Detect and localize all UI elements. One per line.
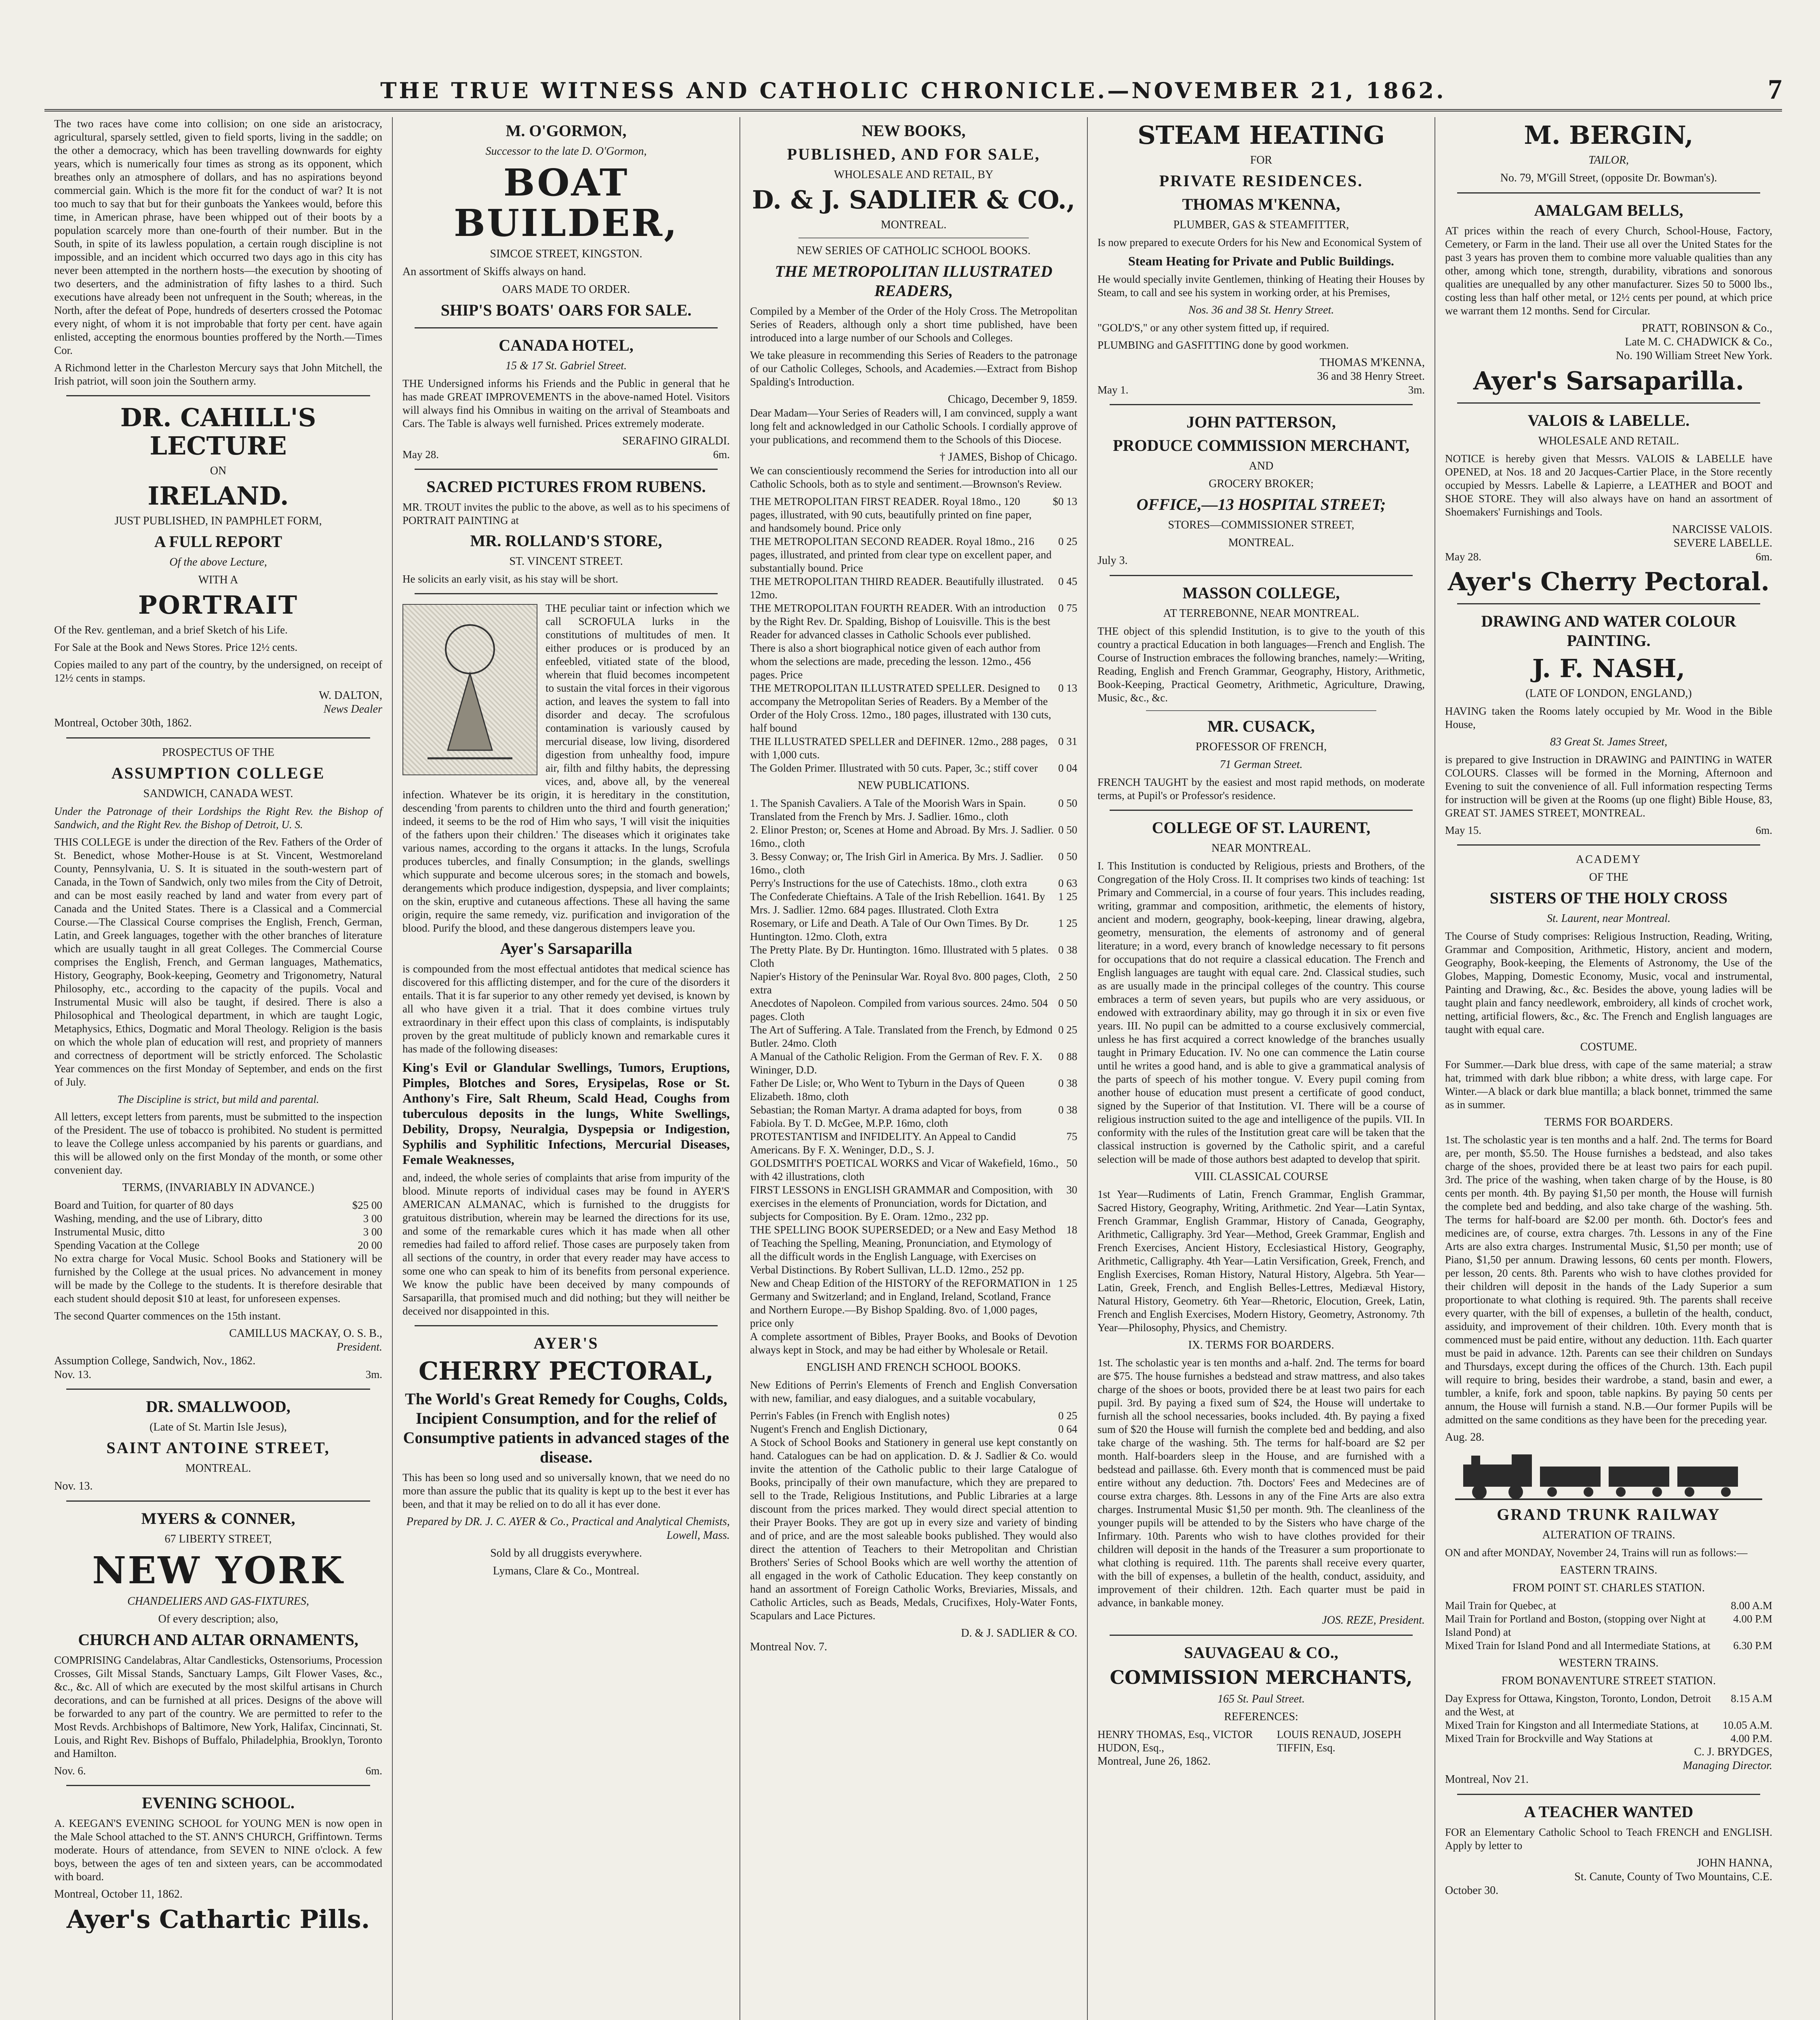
smallwood-street: SAINT ANTOINE STREET,: [106, 1439, 330, 1457]
gtr-notice: ON and after MONDAY, November 24, Trains will run as follows:—: [1445, 1547, 1748, 1559]
readers-quote-2: Dear Madam—Your Series of Readers will, I am convinced, supply a want long felt and acknowledged in our Catholic Schools. I cordially approve of your publications, and recommend them to the Schools of this Diocese.: [750, 407, 1077, 446]
divider: [1110, 1635, 1413, 1636]
divider: [66, 1389, 370, 1390]
bergin-name: M. BERGIN,: [1524, 120, 1694, 150]
western-trains: [1445, 1692, 1772, 1745]
publication-row: Napier's History of the Peninsular War. Royal 8vo. 800 pages, Cloth, extra 2 50: [750, 970, 1077, 996]
column-2: [392, 117, 739, 2020]
assumption-title: ASSUMPTION COLLEGE: [111, 764, 325, 782]
gtr-western-from: FROM BONAVENTURE STREET STATION.: [1501, 1675, 1716, 1687]
allegorical-engraving: [402, 604, 537, 775]
mckenna-golds: "GOLD'S," or any other system fitted up, if required.: [1097, 322, 1329, 334]
masson-body: THE object of this splendid Institution, is to give to the youth of this country a practical Education in both languages—French and English. The Course of Instruction embraces the following branches, namely:—Writing, Reading, English and French Grammar, Geography, History, Arithmetic, Book-Keeping, Practical Geometry, Arithmetic, Agriculture, Drawing, Music, &c., &c.: [1097, 625, 1425, 704]
divider: [1457, 1794, 1760, 1795]
rubens-body: MR. TROUT invites the public to the above, as well as to his specimens of PORTRAIT PAINTING at: [402, 501, 730, 526]
cahill-with: WITH A: [198, 574, 238, 586]
boarders-body: 1st. The scholastic year is ten months and a half. 2nd. The terms for Board are, per month, $5.50. The House furnishes a bedstead, and also takes charge of the shoes, provided there be at least two pairs for each pupil. 3rd. The price of the washing, when taken charge of by the House, is 80 cents per month. 4th. By paying $1,50 per month, the House will furnish the complete bed and bedding, and also take charge of the washing. 5th. The terms for half-board are $2.00 per month. 6th. Doctor's fees and medicines are, of course, extra charges. 7th. Lessons in any of the Fine Arts are also extra charges. Instrumental Music, $1,50 per month; use of Piano, $1,50 per annum. Drawing lessons, 60 cents per month. Flowers, per lesson, 20 cents. 8th. Parents who wish to have clothes provided for their children will deposit in the hands of the Lady Superior a sum proportionate to what clothing is required. 9th. The parents shall receive every quarter, with the bill of expenses, a bulletin of the health, conduct, assiduity, and improvement of their children. 10th. Every month that is commenced must be paid entire, without any deduction. 11th. Each quarter must be paid in advance. 12th. Parents can see their children on Sundays and Thursdays, except during the offices of the Church. 13th. Each pupil will require to bring, besides their wardrobe, a stand, basin and ewer, a tumbler, a knife, fork and spoon, table napkins. By paying 50 cents per annum, the House will furnish a stand. N.B.—Our former Pupils will be admitted on the same conditions as they have been for the preceding year.: [1445, 1134, 1772, 1426]
myers-church: CHURCH AND ALTAR ORNAMENTS,: [78, 1631, 358, 1649]
laurent-terms-body: 1st. The scholastic year is ten months and a-half. 2nd. The terms for board are $75. The house furnishes a bedstead and straw mattress, and also takes charge of the shoes or boots, provided there be at least two pairs for each pupil. 3rd. By paying a fixed sum of $24, the House will undertake to furnish all the school necessaries, books included. 4th. By paying a fixed sum of $20 the House will furnish the complete bed and bedding, and also take charge of the washing. 5th. The terms for half-board are $2 per month. Half-boarders sleep in the House, and are furnished with a bedstead and paillasse. 6th. Every month that is commenced must be paid entire without any deduction. 7th. Doctors' Fees and Medecines are of course extra charges. 8th. Lessons in any of the Fine Arts are also extra charges. Instrumental Music $1,50 per month. 9th. The cleanliness of the younger pupils will be attended to by the Sisters who have charge of the Infirmary. 10th. Parents who wish to have clothes provided for their children will deposit in the hands of the Treasurer a sum proportionate to what clothing is required. 11th. The parents shall receive every quarter, with the bill of expenses, a bulletin of the health, conduct, assiduity, and improvement of their children. 12th. Each quarter must be paid in advance, in bankable money.: [1097, 1357, 1425, 1609]
column-1: [44, 117, 392, 2020]
nash-name: J. F. NASH,: [1532, 654, 1685, 683]
gtr-sign-role: Managing Director.: [1683, 1759, 1772, 1772]
publication-row: The Confederate Chieftains. A Tale of the Irish Rebellion. 1641. By Mrs. J. Sadlier. 12mo. 684 pages. Illustrated. Cloth Extra 1 25: [750, 890, 1077, 916]
sauvageau-trade: COMMISSION MERCHANTS,: [1110, 1666, 1413, 1688]
mckenna-sign: THOMAS M'KENNA,: [1319, 356, 1425, 369]
terms-row: Spending Vacation at the College 20 00: [54, 1239, 382, 1251]
school-book-row: Perrin's Fables (in French with English notes) 0 25: [750, 1410, 1077, 1422]
patterson-and: AND: [1249, 460, 1274, 472]
sauvageau-references: HENRY THOMAS, Esq., VICTOR HUDON, Esq., LOUIS RENAUD, JOSEPH TIFFIN, Esq.: [1097, 1728, 1401, 1754]
terms-row: Instrumental Music, ditto 3 00: [54, 1226, 382, 1238]
nash-title: DRAWING AND WATER COLOUR PAINTING.: [1481, 612, 1736, 650]
valois-sub: WHOLESALE AND RETAIL.: [1538, 435, 1679, 447]
cahill-lecture-title: DR. CAHILL'S LECTURE: [120, 403, 316, 461]
books-date: Montreal Nov. 7.: [750, 1641, 828, 1653]
books-publisher: D. & J. SADLIER & CO.,: [752, 185, 1076, 215]
nash-body-2: is prepared to give Instruction in DRAWING and PAINTING in WATER COLOURS. Classes will be formed in the Morning, Afternoon and Evening to suit the convenience of all. Full information respecting Terms for instruction will be given at the Rooms (up one flight) Bible House, 83, GREAT ST. JAMES STREET, MONTREAL.: [1445, 753, 1772, 819]
scrofula-body: THE peculiar taint or infection which we call SCROFULA lurks in the constitutions of multitudes of men. It either produces or is produced by an enfeebled, vitiated state of the blood, wherein that fluid becomes incompetent to sustain the vital forces in their vigorous action, and leaves the system to fall into disorder and decay. The scrofulous contamination is variously caused by mercurial disease, low living, disordered digestion from unhealthy food, impure air, filth and filthy habits, the depressing vices, and, above all, by the venereal infection. Whatever be its origin, it is hereditary in the constitution, descending 'from parents to children unto the third and fourth generation;' indeed, it seems to be the rod of Him who says, 'I will visit the iniquities of the fathers upon their children.' The diseases which it originates take various names, according to the organs it attacks. In the lungs, Scrofula produces tubercles, and finally Consumption; in the glands, swellings which suppurate and become ulcerous sores; in the stomach and bowels, derangements which produce indigestion, dyspepsia, and liver complaints; on the skin, eruptive and cutaneous affections. These all having the same origin, require the same remedy, viz. purification and invigoration of the blood. Purify the blood, and these dangerous distempers leave you.: [402, 602, 730, 934]
readers-quote-1-date: Chicago, December 9, 1859.: [948, 393, 1077, 406]
divider: [1457, 192, 1760, 194]
terms-notes: No extra charge for Vocal Music. School Books and Stationery will be furnished by the College at the usual prices. No advancement in money will be made by the College to the students. It is therefore desirable that each student should deposit $10 at least, for unforeseen expenses.: [54, 1252, 382, 1305]
cahill-portrait: PORTRAIT: [138, 590, 298, 620]
train-row: Mixed Train for Brockville and Way Stations at 4.00 P.M.: [1445, 1732, 1772, 1744]
divider: [1110, 404, 1413, 405]
holycross-of: OF THE: [1589, 871, 1628, 884]
valois-sign: NARCISSE VALOIS.: [1672, 523, 1772, 536]
laurent-classical: VIII. CLASSICAL COURSE: [1194, 1170, 1328, 1183]
publication-row: A Manual of the Catholic Religion. From the German of Rev. F. X. Wininger, D.D. 0 88: [750, 1050, 1077, 1076]
sarsaparilla-diseases: King's Evil or Glandular Swellings, Tumors, Eruptions, Pimples, Blotches and Sores, Erysipelas, Rose or St. Anthony's Fire, Salt Rheum, Scald Head, Coughs from tuberculous deposits in the lungs, White Swellings, Debility, Dropsy, Neuralgia, Dyspepsia or Indigestion, Syphilis and Syphilitic Infections, Mercurial Diseases, Female Weaknesses,: [402, 1060, 730, 1167]
cahill-copies: Copies mailed to any part of the country, by the undersigned, on receipt of 12½ cents in stamps.: [54, 659, 382, 684]
valois-body: NOTICE is hereby given that Messrs. VALOIS & LABELLE have OPENED, at Nos. 18 and 20 Jacques-Cartier Place, in the Store recently occupied by Messrs. Labelle & Lapierre, a LEATHER and BOOT and SHOE STORE. They will also always have on hand an assortment of Shoemakers' Furnishings and Tools.: [1445, 452, 1772, 518]
pectoral-title: CHERRY PECTORAL,: [418, 1356, 714, 1386]
nash-address: 83 Great St. James Street,: [1550, 736, 1668, 748]
valois-dateline: May 28. 6m.: [1445, 551, 1772, 563]
terms-row: Board and Tuition, for quarter of 80 days $25 00: [54, 1199, 382, 1211]
war-article-text: The two races have come into collision; on one side an aristocracy, agricultural, sparsely settled, given to field sports, living in the saddle; on the other a democracy, which has been travelling downwards for eighty years, which is numerically four times as strong as its opponent, which breathes only an atmosphere of dollars, and has no aspirations beyond commercial gain. Which is the more fit for the conduct of war? It is not too much to say that but for their gunboats the Yankees would, before this time, in American phrase, have been whipped out of their boots by a population scarcely more than one-fourth of their number. But in the South, in spite of its lawless population, a certain rough discipline is not impossible, and an incident which occurred two days ago in this city has never been attempted in the northern hosts—the execution by shooting of two deserters, and the administration of fifty lashes to a third. Such executions have already been not unfrequent in the South; whereas, in the North, after the defeat of Pope, hundreds of deserters crossed the Potomac every night, of whom it is not improbable that forty per cent. have again enlisted, accepting the enormous bounties proffered by the North.—Times Cor.: [54, 118, 382, 356]
school-book-row: Nugent's French and English Dictionary, 0 64: [750, 1423, 1077, 1435]
publication-row: Father De Lisle; or, Who Went to Tyburn in the Days of Queen Elizabeth. 18mo, cloth 0 38: [750, 1077, 1077, 1103]
costume-body: For Summer.—Dark blue dress, with cape of the same material; a straw hat, trimmed with dark blue ribbon; a white dress, with large cape. For Winter.—A black or dark blue mantilla; a black bonnet, trimmed the same as in summer.: [1445, 1058, 1772, 1111]
publication-row: The Art of Suffering. A Tale. Translated from the French, by Edmond Butler. 24mo. Cloth 0 25: [750, 1024, 1077, 1049]
books-wholesale: WHOLESALE AND RETAIL, BY: [834, 168, 994, 181]
myers-goods: CHANDELIERS AND GAS-FIXTURES,: [127, 1595, 309, 1608]
ogorman-successor: Successor to the late D. O'Gormon,: [485, 145, 647, 158]
mckenna-plumbing: PLUMBING and GASFITTING done by good workmen.: [1097, 339, 1349, 351]
book-row: THE METROPOLITAN SECOND READER. Royal 18mo., 216 pages, illustrated, and printed from clear type on excellent paper, and substantially bound. Price 0 25: [750, 535, 1077, 574]
mckenna-system: Steam Heating for Private and Public Buildings.: [1128, 254, 1394, 268]
laurent-place: NEAR MONTREAL.: [1211, 842, 1311, 854]
valois-title: VALOIS & LABELLE.: [1527, 411, 1690, 429]
column-4: [1087, 117, 1435, 2020]
divider: [415, 327, 718, 328]
mckenna-address: Nos. 36 and 38 St. Henry Street.: [1188, 304, 1334, 316]
boat-builder-title: BOAT BUILDER,: [453, 161, 679, 245]
assumption-discipline: The Discipline is strict, but mild and parental.: [117, 1093, 319, 1105]
gtr-eastern-from: FROM POINT ST. CHARLES STATION.: [1512, 1582, 1705, 1594]
smallwood-nov: Nov. 13.: [54, 1480, 93, 1492]
assumption-prospectus: PROSPECTUS OF THE: [162, 746, 274, 759]
divider: [1457, 603, 1760, 604]
publication-row: Anecdotes of Napoleon. Compiled from various sources. 24mo. 504 pages. Cloth 0 50: [750, 997, 1077, 1023]
cathartic-pills-heading: Ayer's Cathartic Pills.: [66, 1904, 370, 1934]
bells-sign-3: No. 190 William Street New York.: [1616, 349, 1772, 362]
cahill-of: Of the above Lecture,: [169, 556, 267, 568]
cahill-on: ON: [210, 465, 227, 477]
laurent-courses: 1st Year—Rudiments of Latin, French Grammar, English Grammar, Sacred History, Geography, Writing, Arithmetic. 2nd Year—Latin Syntax, French Grammar, English Grammar, History of Canada, Geography, Arithmetic, Calligraphy. 3rd Year—Method, Greek Grammar, English and French Exercises, Ancient History, Ecclesiastical History, Geography, Arithmetic, Calligraphy. 4th Year—Latin Versification, Greek, French, and English Exercises, Roman History, Natural History, Algebra. 5th Year—Latin, Greek, French, and English Belles-Lettres, Mediæval History, Natural History, Geometry. 6th Year—Rhetoric, Elocution, Greek, Latin, French and English Exercises, Modern History, Geometry, Astronomy. 7th Year—Philosophy, Physics, and Chemistry.: [1097, 1188, 1425, 1334]
sauvageau-date: Montreal, June 26, 1862.: [1097, 1755, 1211, 1768]
mckenna-name: THOMAS M'KENNA,: [1182, 195, 1340, 213]
sarsaparilla-body: is compounded from the most effectual antidotes that medical science has discovered for this afflicting distemper, and for the cure of the disorders it entails. That it is far superior to any other remedy yet devised, is known by all who have given it a trial. That it does combine virtues truly extraordinary in their effect upon this class of complaints, is indisputably proven by the great multitude of publicly known and remarkable cures it has made of the following diseases:: [402, 963, 730, 1055]
holycross-title: SISTERS OF THE HOLY CROSS: [1489, 889, 1728, 907]
train-row: Mail Train for Quebec, at 8.00 A.M: [1445, 1599, 1772, 1612]
cahill-date: Montreal, October 30th, 1862.: [54, 717, 192, 729]
hotel-title: CANADA HOTEL,: [499, 336, 634, 354]
book-row: THE METROPOLITAN FIRST READER. Royal 18mo., 120 pages, illustrated, with 90 cuts, beautifully printed on fine paper, and handsomely bound. Price only $0 13: [750, 495, 1077, 534]
patterson-office: OFFICE,—13 HOSPITAL STREET;: [1136, 495, 1386, 513]
masson-place: AT TERREBONNE, NEAR MONTREAL.: [1163, 607, 1359, 620]
myers-city: NEW YORK: [92, 1549, 344, 1592]
terms-row: Washing, mending, and the use of Library, ditto 3 00: [54, 1212, 382, 1225]
book-row: The Golden Primer. Illustrated with 50 cuts. Paper, 3c.; stiff cover 0 04: [750, 762, 1077, 774]
publication-row: The Pretty Plate. By Dr. Huntington. 16mo. Illustrated with 5 plates. Cloth 0 38: [750, 944, 1077, 969]
terms-title: TERMS, (INVARIABLY IN ADVANCE.): [122, 1181, 314, 1194]
assumption-place: SANDWICH, CANADA WEST.: [143, 787, 293, 800]
divider: [1110, 810, 1413, 811]
assumption-dateline: Nov. 13. 3m.: [54, 1368, 382, 1380]
cusack-name: MR. CUSACK,: [1207, 717, 1315, 735]
ogorman-ship: SHIP'S BOATS' OARS FOR SALE.: [440, 301, 692, 319]
rubens-solicit: He solicits an early visit, as his stay will be short.: [402, 573, 618, 585]
hotel-signer: SERAFINO GIRALDI.: [622, 435, 730, 447]
myers-dateline: Nov. 6. 6m.: [54, 1765, 382, 1777]
readers-title: THE METROPOLITAN ILLUSTRATED READERS,: [775, 262, 1053, 300]
bells-sign-2: Late M. C. CHADWICK & Co.,: [1625, 336, 1772, 348]
assumption-signer-role: President.: [336, 1341, 382, 1353]
locomotive-icon: [1455, 1448, 1762, 1501]
publication-row: 3. Bessy Conway; or, The Irish Girl in America. By Mrs. J. Sadlier. 16mo., cloth 0 50: [750, 850, 1077, 876]
pectoral-prepared: Prepared by DR. J. C. AYER & Co., Practical and Analytical Chemists, Lowell, Mass.: [406, 1515, 730, 1542]
readers-body: Compiled by a Member of the Order of the Holy Cross. The Metropolitan Series of Readers, although only a short time published, have been introduced into a large number of our Schools and Colleges.: [750, 305, 1077, 344]
publication-row: Perry's Instructions for the use of Catechists. 18mo., cloth extra 0 63: [750, 877, 1077, 889]
sarsaparilla-more: and, indeed, the whole series of complaints that arise from impurity of the blood. Minute reports of individual cases may be found in AYER'S AMERICAN ALMANAC, which is furnished to the druggists for gratuitous distribution, wherein may be learned the directions for its use, and some of the remarkable cures which it has made when all other remedies had failed to afford relief. Those cases are purposely taken from all sections of the country, in order that every reader may have access to some one who can speak to him of its benefits from personal experience. We know the public have been deceived by many compounds of Sarsaparilla, that promised much and did nothing; but they will neither be deceived nor disappointed in this.: [402, 1172, 730, 1317]
ayer-sarsaparilla-heading: Ayer's Sarsaparilla.: [1473, 366, 1744, 396]
holycross-academy: ACADEMY: [1576, 853, 1642, 866]
teacher-date: October 30.: [1445, 1884, 1499, 1897]
cahill-published: JUST PUBLISHED, IN PAMPHLET FORM,: [114, 515, 322, 527]
steam-sub: PRIVATE RESIDENCES.: [1159, 172, 1363, 190]
readers-series: NEW SERIES OF CATHOLIC SCHOOL BOOKS.: [796, 244, 1031, 257]
books-stock: A Stock of School Books and Stationery in general use kept constantly on hand. Catalogues can be had on application. D. & J. Sadlier & Co. would invite the attention of the Catholic public to their large Catalogue of Books, principally of their own manufacture, which they are prepared to sell to the Trade, Religious Institutions, and Public Libraries at a large discount from the prices marked. They would direct special attention to their Prayer Books. They are got up in every size and variety of binding and of price, and are the most saleable books published. They would also direct the attention of Teachers to their Metropolitan and Christian Brothers' Series of School Books which are well worthy the attention of all engaged in the work of Catholic Education. They keep constantly on hand an assortment of Foreign Catholic Works, Breviaries, Missals, and Catholic Articles, such as Beads, Medals, Crucifixes, Holy-Water Fonts, Scapulars and Lace Pictures.: [750, 1436, 1077, 1622]
sarsaparilla-title: Ayer's Sarsaparilla: [500, 939, 632, 957]
train-row: Mixed Train for Island Pond and all Intermediate Stations, at 6.30 P.M: [1445, 1639, 1772, 1652]
publication-row: 1. The Spanish Cavaliers. A Tale of the Moorish Wars in Spain. Translated from the French by Mrs. J. Sadlier. 16mo., cloth 0 50: [750, 797, 1077, 823]
divider: [1457, 844, 1760, 846]
publication-row: PROTESTANTISM and INFIDELITY. An Appeal to Candid Americans. By F. X. Weninger, D.D., S. J. 75: [750, 1130, 1077, 1156]
divider: [66, 395, 370, 396]
bergin-address: No. 79, M'Gill Street, (opposite Dr. Bowman's).: [1500, 172, 1717, 184]
new-publications-title: NEW PUBLICATIONS.: [857, 779, 970, 792]
sauvageau-address: 165 St. Paul Street.: [1218, 1693, 1305, 1705]
divider: [66, 1500, 370, 1502]
ogorman-name: M. O'GORMON,: [506, 122, 627, 140]
holycross-place: St. Laurent, near Montreal.: [1547, 912, 1670, 925]
book-row: THE METROPOLITAN FOURTH READER. With an introduction by the Right Rev. Dr. Spalding, Bishop of Louisville. This is the best Reader for advanced classes in Catholic Schools ever published. There is also a short biographical notice given of each author from whom the selections are made, preceding the lesson. 12mo., 456 pages. Price 0 75: [750, 602, 1077, 681]
assumption-rules: All letters, except letters from parents, must be submitted to the inspection of the President. The use of tobacco is prohibited. No student is permitted to leave the College unless accompanied by his parents or guardians, and this will be allowed only on the first Monday of the month, or some other convenient day.: [54, 1111, 382, 1176]
book-list: [750, 495, 1077, 775]
column-5: [1435, 117, 1782, 2020]
smallwood-name: DR. SMALLWOOD,: [146, 1397, 291, 1416]
pectoral-body: This has been so long used and so universally known, that we need do no more than assure the public that its quality is kept up to the best it ever has been, and that it may be relied on to do all it has ever done.: [402, 1471, 730, 1510]
divider: [415, 1325, 718, 1326]
laurent-terms: IX. TERMS FOR BOARDERS.: [1188, 1339, 1334, 1351]
gtr-eastern: EASTERN TRAINS.: [1560, 1564, 1658, 1576]
readers-quote-2-sign: † JAMES, Bishop of Chicago.: [939, 451, 1077, 463]
divider: [66, 1785, 370, 1786]
hotel-body: THE Undersigned informs his Friends and the Public in general that he has made GREAT IMPROVEMENTS in the above-named Hotel. Visitors will always find his Omnibus in waiting on the arrival of Steamboats and Cars. The Table is always well furnished. Prices extremely moderate.: [402, 377, 730, 429]
patterson-name: JOHN PATTERSON,: [1186, 413, 1336, 431]
book-row: THE ILLUSTRATED SPELLER and DEFINER. 12mo., 288 pages, with 1,000 cuts. 0 31: [750, 735, 1077, 761]
smallwood-late: (Late of St. Martin Isle Jesus),: [150, 1421, 287, 1433]
cusack-body: FRENCH TAUGHT by the easiest and most rapid methods, on moderate terms, at Pupil's or Professor's residence.: [1097, 776, 1425, 802]
nash-body: HAVING taken the Rooms lately occupied by Mr. Wood in the Bible House,: [1445, 705, 1772, 730]
publication-row: Sebastian; the Roman Martyr. A drama adapted for boys, from Fabiola. By T. D. McGee, M.P.P. 16mo, cloth 0 38: [750, 1104, 1077, 1129]
gtr-date: Montreal, Nov 21.: [1445, 1773, 1529, 1786]
costume-title: COSTUME.: [1580, 1041, 1637, 1053]
gtr-title: GRAND TRUNK RAILWAY: [1497, 1505, 1721, 1523]
boarders-date: Aug. 28.: [1445, 1431, 1485, 1443]
divider: [415, 593, 718, 594]
assumption-signer: CAMILLUS MACKAY, O. S. B.,: [229, 1327, 382, 1340]
rubens-title: SACRED PICTURES FROM RUBENS.: [426, 478, 706, 496]
bells-body: AT prices within the reach of every Church, School-House, Factory, Cemetery, or Farm in the land. Their use all over the United States for the past 3 years has proven them to combine more valuable qualities than any other, among which tone, strength, durability, vibrations and sonorous qualities are unequalled by any other manufacturer. Sizes 50 to 5000 lbs., costing less than half other metal, or 12½ cents per pound, at which price we warrant them 12 months. Send for Circular.: [1445, 225, 1772, 317]
english-french-title: ENGLISH AND FRENCH SCHOOL BOOKS.: [806, 1361, 1021, 1374]
publication-row: FIRST LESSONS in ENGLISH GRAMMAR and Composition, with exercises in the elements of Pronunciation, words for Dictation, and subjects for Composition. By E. Oram. 12mo., 232 pp. 30: [750, 1184, 1077, 1223]
books-city: MONTREAL.: [881, 219, 947, 231]
pectoral-sold: Sold by all druggists everywhere.: [490, 1547, 642, 1559]
publication-list: [750, 797, 1077, 1330]
valois-sign-2: SEVERE LABELLE.: [1673, 537, 1772, 549]
mckenna-dateline: May 1. 3m.: [1097, 384, 1425, 396]
cahill-subject: IRELAND.: [147, 481, 289, 511]
readers-quote-3: We can conscientiously recommend the Series for introduction into all our Catholic Schools, both as to style and sentiment.—Brownson's Review.: [750, 465, 1077, 490]
assumption-date: Assumption College, Sandwich, Nov., 1862.: [54, 1355, 256, 1367]
teacher-body: FOR an Elementary Catholic School to Teach FRENCH and ENGLISH. Apply by letter to: [1445, 1826, 1772, 1852]
evening-school-title: EVENING SCHOOL.: [142, 1794, 295, 1812]
book-row: THE METROPOLITAN THIRD READER. Beautifully illustrated. 12mo. 0 45: [750, 575, 1077, 601]
teacher-sign: JOHN HANNA,: [1697, 1857, 1772, 1869]
books-published: PUBLISHED, AND FOR SALE,: [787, 145, 1041, 163]
cahill-description: Of the Rev. gentleman, and a brief Sketch of his Life.: [54, 624, 288, 636]
publication-row: GOLDSMITH'S POETICAL WORKS and Vicar of Wakefield, 16mo., with 42 illustrations, cloth 50: [750, 1157, 1077, 1183]
teacher-title: A TEACHER WANTED: [1524, 1803, 1694, 1821]
publication-row: New and Cheap Edition of the HISTORY of the REFORMATION in Germany and Switzerland; and in England, Ireland, Scotland, France and Northern Europe.—By Bishop Spalding. 8vo. of 1,000 pages, price only 1 25: [750, 1277, 1077, 1329]
mckenna-body: He would specially invite Gentlemen, thinking of Heating their Houses by Steam, to call and see his system in working order, at his Premises,: [1097, 273, 1425, 299]
divider: [415, 469, 718, 470]
sauvageau-name: SAUVAGEAU & CO.,: [1184, 1643, 1338, 1662]
cusack-role: PROFESSOR OF FRENCH,: [1195, 741, 1327, 753]
steam-for: FOR: [1250, 154, 1272, 166]
divider: [1457, 402, 1760, 404]
patterson-trade: PRODUCE COMMISSION MERCHANT,: [1113, 436, 1409, 455]
bells-sign: PRATT, ROBINSON & Co.,: [1641, 322, 1772, 335]
rubens-street: ST. VINCENT STREET.: [509, 555, 623, 568]
bergin-trade: TAILOR,: [1588, 154, 1629, 166]
train-row: Day Express for Ottawa, Kingston, Toronto, London, Detroit and the West, at 8.15 A.M: [1445, 1692, 1772, 1718]
assumption-body: THIS COLLEGE is under the direction of the Rev. Fathers of the Order of St. Benedict, whose Mother-House is at St. Vincent, Westmoreland County, Pennsylvania, U. S. It is situated in the south-western part of Canada, in the Town of Sandwich, only two miles from the City of Detroit, and can be most easily reached by land and water from every part of Canada and the United States. There is a Classical and a Commercial Course.—The Classical Course comprises the English, French, German, Latin, and Greek languages, together with the other branches of literature which are usually taught in all great Colleges. The Commercial Course comprises the English, French, and German languages, Mathematics, History, Geography, Book-keeping, Geometry and Trigonometry, Natural Philosophy, etc., according to the capacity of the pupils. Vocal and Instrumental Music will also be taught, if desired. There is also a Philosophical and Theological department, in which are taught Logic, Metaphysics, Ethics, Dogmatic and Moral Theology. Religion is the basis on which the whole plan of education will rest, and propriety of manners and correctness of deportment will be strictly enforced. The Scholastic Year commences on the first Monday of September, and ends on the first of July.: [54, 836, 382, 1088]
myers-every: Of every description; also,: [158, 1613, 278, 1625]
smallwood-city: MONTREAL.: [185, 1462, 251, 1475]
bells-title: AMALGAM BELLS,: [1534, 201, 1683, 219]
english-french-body: New Editions of Perrin's Elements of French and English Conversation with new, familiar, and easy dialogues, and a suitable vocabulary,: [750, 1379, 1077, 1404]
assumption-patronage: Under the Patronage of their Lordships the Right Rev. the Bishop of Sandwich, and the Right Rev. the Bishop of Detroit, U. S.: [54, 805, 382, 831]
masthead: [44, 61, 1782, 112]
evening-school-body: A. KEEGAN'S EVENING SCHOOL for YOUNG MEN is now open in the Male School attached to the ST. ANN'S CHURCH, Griffintown. Terms moderate. Hours of attendance, from SEVEN to NINE o'clock. A few boys, between the ages of ten and sixteen years, can be accommodated with board.: [54, 1817, 382, 1883]
patterson-stores: STORES—COMMISSIONER STREET,: [1168, 519, 1354, 531]
patterson-date: July 3.: [1097, 554, 1128, 567]
pectoral-tagline: The World's Great Remedy for Coughs, Colds, Incipient Consumption, and for the relief of Consumptive patients in advanced stages of the disease.: [403, 1390, 729, 1466]
eastern-trains: [1445, 1599, 1772, 1652]
hotel-dateline: May 28. 6m.: [402, 448, 730, 461]
train-row: Mail Train for Portland and Boston, (stopping over Night at Island Pond) at 4.00 P.M: [1445, 1613, 1772, 1638]
readers-quote-1: We take pleasure in recommending this Series of Readers to the patronage of our Catholic Colleges, Schools, and Academies.—Extract from Bishop Spalding's Introduction.: [750, 349, 1077, 388]
myers-body: COMPRISING Candelabras, Altar Candlesticks, Ostensoriums, Procession Crosses, Gilt Missal Stands, Sanctuary Lamps, Gilt Flower Vases, &c., &c., &c. All of which are executed by the most skilful artisans in Church decorations, and can be furnished at all prices. Designs of the above will be forwarded to any part of the country. We are permitted to refer to the Most Revds. Archbishops of Baltimore, New York, Halifax, Cincinnati, St. Louis, and Right Rev. Bishops of Buffalo, Philadelphia, Brooklyn, Toronto and Hamilton.: [54, 1654, 382, 1759]
ogorman-skiffs: An assortment of Skiffs always on hand.: [402, 265, 586, 278]
rubens-store: MR. ROLLAND'S STORE,: [470, 532, 662, 550]
book-row: THE METROPOLITAN ILLUSTRATED SPELLER. Designed to accompany the Metropolitan Series of Readers. By a Member of the Order of the Holy Cross. 12mo., 180 pages, illustrated with 130 cuts, half bound 0 13: [750, 682, 1077, 734]
mckenna-sign-address: 36 and 38 Henry Street.: [1317, 370, 1425, 383]
pectoral-agents: Lymans, Clare & Co., Montreal.: [493, 1565, 640, 1577]
newspaper-title: THE TRUE WITNESS AND CATHOLIC CHRONICLE.—NOVEMBER 21, 1862.: [380, 78, 1446, 103]
myers-name: MYERS & CONNER,: [141, 1509, 295, 1528]
cahill-sale: For Sale at the Book and News Stores. Price 12½ cents.: [54, 641, 298, 653]
divider: [66, 737, 370, 739]
steam-heating-title: STEAM HEATING: [1138, 120, 1385, 150]
myers-street: 67 LIBERTY STREET,: [164, 1533, 272, 1545]
teacher-place: St. Canute, County of Two Mountains, C.E.: [1574, 1871, 1772, 1883]
richmond-letter-text: A Richmond letter in the Charleston Mercury says that John Mitchell, the Irish patriot, will soon join the Southern army.: [54, 362, 382, 387]
sauvageau-refs: REFERENCES:: [1224, 1711, 1298, 1723]
terms-list: [54, 1199, 382, 1252]
laurent-body: I. This Institution is conducted by Religious, priests and Brothers, of the Congregation of the Holy Cross. II. It comprises two kinds of teaching: 1st Primary and Commercial, in a course of four years. This includes reading, writing, grammar and composition, arithmetic, the elements of history, ancient and modern, geography, book-keeping, linear drawing, algebra, geometry, mensuration, the elements of astronomy and of general literature; in a word, every branch of knowledge necessary to fit persons for occupations that do not require a classical education. The French and English languages are taught with equal care. 2nd. Classical studies, such as are usually made in the principal colleges of the country. This course embraces a term of seven years, but pupils who are very assiduous, or endowed with extraordinary ability, may go through it in six or even five years. III. No pupil can be admitted to a course exclusively commercial, unless he has first acquired a correct knowledge of the branches usually taught in Primary Education. IV. No one can commence the Latin course until he writes a good hand, and is able to give a grammatical analysis of the parts of speech of his mother tongue. V. Every pupil coming from another house of education must present a certificate of good conduct, signed by the Superior of that Institution. VI. There will be a course of religious instruction suited to the age and intelligence of the pupils. VII. In conformity with the rules of the Institution great care will be taken that the classical instruction is governed by the Catholic spirit, and a careful selection will be made of those authors best adapted to develop that spirit.: [1097, 860, 1425, 1165]
patterson-grocery: GROCERY BROKER;: [1209, 478, 1314, 490]
train-row: Mixed Train for Kingston and all Intermediate Stations, at 10.05 A.M.: [1445, 1719, 1772, 1731]
boarders-title: TERMS FOR BOARDERS.: [1544, 1116, 1673, 1128]
column-3: [739, 117, 1087, 2020]
nash-late: (LATE OF LONDON, ENGLAND,): [1525, 687, 1692, 700]
patterson-city: MONTREAL.: [1228, 537, 1294, 549]
cahill-signer-role: News Dealer: [323, 703, 382, 715]
ogorman-street: SIMCOE STREET, KINGSTON.: [490, 248, 642, 260]
ogorman-oars: OARS MADE TO ORDER.: [502, 283, 630, 296]
hotel-address: 15 & 17 St. Gabriel Street.: [506, 360, 627, 372]
cusack-address: 71 German Street.: [1220, 758, 1303, 771]
gtr-alteration: ALTERATION OF TRAINS.: [1542, 1529, 1675, 1541]
evening-school-date: Montreal, October 11, 1862.: [54, 1888, 183, 1900]
laurent-title: COLLEGE OF ST. LAURENT,: [1152, 819, 1371, 837]
publication-row: Rosemary, or Life and Death. A Tale of Our Own Times. By Dr. Huntington. 12mo. Cloth, extra 1 25: [750, 917, 1077, 943]
laurent-sign: JOS. REZE, President.: [1322, 1614, 1425, 1627]
cahill-signer: W. DALTON,: [319, 689, 382, 702]
cahill-report: A FULL REPORT: [154, 532, 282, 551]
publication-row: THE SPELLING BOOK SUPERSEDED; or a New and Easy Method of Teaching the Spelling, Meaning, Pronunciation, and Etymology of all the difficult words in the English Language, with Exercises on Verbal Distinctions. By Robert Sullivan, LL.D. 12mo., 252 pp. 18: [750, 1224, 1077, 1276]
divider: [1110, 575, 1413, 576]
mckenna-trade: PLUMBER, GAS & STEAMFITTER,: [1173, 219, 1349, 231]
holycross-body: The Course of Study comprises: Religious Instruction, Reading, Writing, Grammar and Composition, Arithmetic, History, ancient and modern, Geography, Book-keeping, the Elements of Astronomy, the Use of the Globes, Mapping, Domestic Economy, Music, vocal and instrumental, Painting and Drawing, &c., &c. Besides the above, young ladies will be taught plain and fancy needlework, embroidery, all kinds of crochet work, netting, artificial flowers, &c., &c. The French and English languages are taught with equal care.: [1445, 930, 1772, 1035]
masson-title: MASSON COLLEGE,: [1182, 584, 1340, 602]
books-new: NEW BOOKS,: [862, 122, 966, 140]
ayer-pectoral-heading: Ayer's Cherry Pectoral.: [1447, 567, 1770, 596]
english-french-list: [750, 1409, 1077, 1436]
divider: [1146, 710, 1376, 711]
terms-quarter: The second Quarter commences on the 15th instant.: [54, 1310, 281, 1322]
gtr-sign: C. J. BRYDGES,: [1694, 1746, 1772, 1758]
pectoral-maker: AYER'S: [533, 1334, 599, 1352]
gtr-western: WESTERN TRAINS.: [1559, 1657, 1659, 1669]
nash-dateline: May 15. 6m.: [1445, 824, 1772, 836]
publication-row: 2. Elinor Preston; or, Scenes at Home and Abroad. By Mrs. J. Sadlier. 16mo., cloth 0 50: [750, 824, 1077, 849]
columns: [44, 117, 1782, 2020]
books-catalogue: A complete assortment of Bibles, Prayer Books, and Books of Devotion always kept in Stock, and may be had either by Wholesale or Retail.: [750, 1330, 1077, 1356]
mckenna-ready: Is now prepared to execute Orders for his New and Economical System of: [1097, 236, 1422, 248]
books-sign: D. & J. SADLIER & CO.: [961, 1627, 1077, 1639]
page-number: 7: [1768, 74, 1782, 105]
